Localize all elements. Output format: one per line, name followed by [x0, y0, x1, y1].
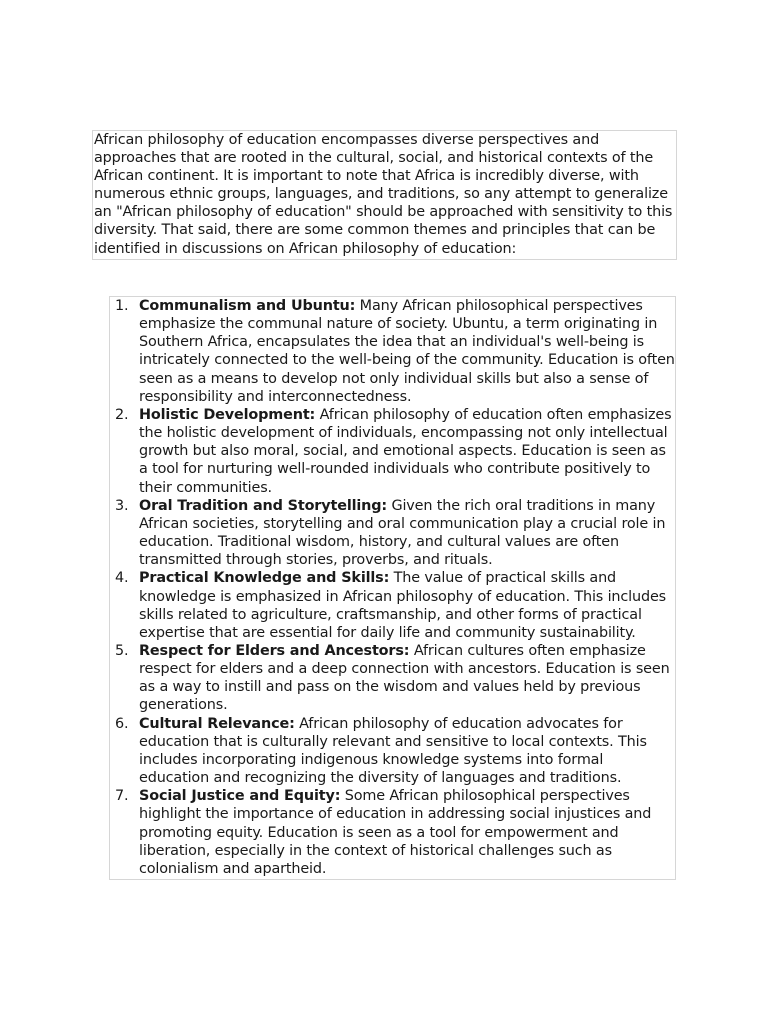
list-item-number: 6.: [115, 715, 129, 732]
list-item-text: African philosophy of education often emphasizes the holistic development of individuals, encompassing not only intellectual growth but also moral, social, and emotional aspects. Education is seen as a tool for nurturing well-rounded individuals who contribute positively to their communities.: [139, 406, 672, 496]
list-item: [110, 297, 675, 406]
list-item-number: 1.: [115, 298, 129, 314]
list-item-number: 7.: [115, 788, 129, 805]
list-item-text: African cultures often emphasize respect for elders and a deep connection with ancestors. Education is seen as a way to instill and pass on the wisdom and values held by previous generations.: [139, 642, 670, 714]
list-item-heading: Oral Tradition and Storytelling:: [139, 497, 388, 514]
list-item-heading: Practical Knowledge and Skills:: [139, 570, 390, 587]
intro-paragraph-box: [92, 130, 677, 260]
list-item-number: 2.: [115, 406, 129, 423]
list-item-heading: Respect for Elders and Ancestors:: [139, 642, 410, 659]
list-item-text: African philosophy of education advocates for education that is culturally relevant and sensitive to local contexts. This includes incorporating indigenous knowledge systems into formal education and recognizing the diversity of languages and traditions.: [139, 715, 647, 787]
list-item-heading: Cultural Relevance:: [139, 715, 295, 732]
list-item-heading: Social Justice and Equity:: [139, 788, 341, 805]
list-item-text: Many African philosophical perspectives emphasize the communal nature of society. Ubuntu, a term originating in Southern Africa, encapsulates the idea that an individual's well-being is intricately connected to the well-being of the community. Education is often seen as a means to develop not only individual skills but also a sense of responsibility and interconnectedness.: [139, 298, 675, 405]
principles-list: [110, 297, 675, 878]
list-item-heading: Communalism and Ubuntu:: [139, 298, 356, 314]
list-item-number: 4.: [115, 570, 129, 587]
principles-list-box: [109, 296, 676, 880]
list-item: [110, 715, 675, 788]
list-item-number: 5.: [115, 642, 129, 659]
list-item-heading: Holistic Development:: [139, 406, 316, 423]
list-item: [110, 406, 675, 497]
list-item: [110, 569, 675, 642]
intro-paragraph: African philosophy of education encompasses diverse perspectives and approaches that are rooted in the cultural, social, and historical contexts of the African continent. It is important to note that Africa is incredibly diverse, with numerous ethnic groups, languages, and traditions, so any attempt to generalize an "African philosophy of education" should be approached with sensitivity to this diversity. That said, there are some common themes and principles that can be identified in discussions on African philosophy of education:: [94, 132, 673, 257]
list-item: [110, 642, 675, 715]
list-item-text: The value of practical skills and knowledge is emphasized in African philosophy of education. This includes skills related to agriculture, craftsmanship, and other forms of practical expertise that are essential for daily life and community sustainability.: [139, 570, 667, 641]
list-item: [110, 787, 675, 878]
list-item-text: Some African philosophical perspectives highlight the importance of education in addressing social injustices and promoting equity. Education is seen as a tool for empowerment and liberation, especially in the context of historical challenges such as colonialism and apartheid.: [139, 788, 652, 877]
list-item: [110, 497, 675, 570]
list-item-number: 3.: [115, 497, 129, 514]
list-item-text: Given the rich oral traditions in many African societies, storytelling and oral communication play a crucial role in education. Traditional wisdom, history, and cultural values are often transmitted through stories, proverbs, and rituals.: [139, 497, 666, 569]
